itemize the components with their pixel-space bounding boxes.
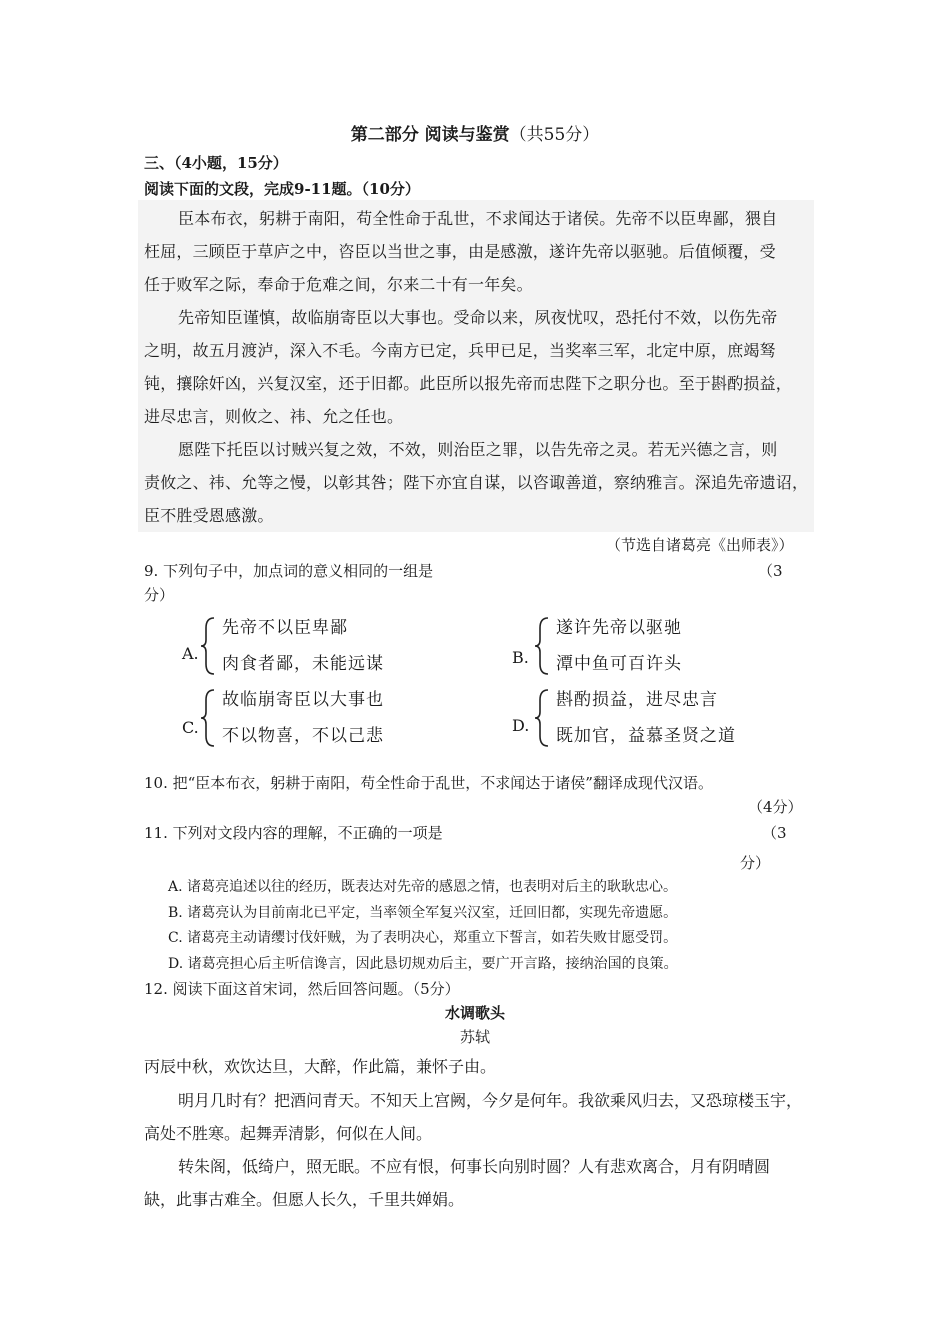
passage-line: 臣本布衣，躬耕于南阳，苟全性命于乱世，不求闻达于诸侯。先帝不以臣卑鄙，猥自 [178, 209, 778, 228]
question-9-score-cont: 分） [144, 586, 175, 604]
passage-line: 先帝知臣谨慎，故临崩寄臣以大事也。受命以来，夙夜忧叹，恐托付不效，以伤先帝 [178, 308, 778, 327]
option-d-letter: D. [512, 716, 530, 735]
poem-line: 转朱阁，低绮户，照无眠。不应有恨，何事长向别时圆？人有悲欢离合，月有阴晴圆 [178, 1157, 771, 1176]
question-12: 12. 阅读下面这首宋词，然后回答问题。（5分） [144, 980, 460, 998]
option-a-line-1: 先帝不以臣卑鄙 [222, 618, 348, 638]
option-c-line-1: 故临崩寄臣以大事也 [222, 690, 384, 710]
passage-line: 进尽忠言，则攸之、祎、允之任也。 [144, 407, 404, 426]
poem-line: 缺，此事古难全。但愿人长久，千里共婵娟。 [144, 1190, 465, 1209]
q11-option-d: D. 诸葛亮担心后主听信谗言，因此恳切规劝后主，要广开言路，接纳治国的良策。 [168, 956, 678, 972]
q11-option-c: C. 诸葛亮主动请缨讨伐奸贼，为了表明决心，郑重立下誓言，如若失败甘愿受罚。 [168, 930, 678, 946]
part-title-text: 第二部分 阅读与鉴赏 [350, 125, 510, 145]
brace-icon [532, 616, 554, 676]
question-11-score-cont: 分） [740, 854, 771, 872]
option-b-line-1: 遂许先帝以驱驰 [556, 618, 682, 638]
option-a-line-2: 肉食者鄙，未能远谋 [222, 654, 384, 674]
passage-line: 钝，攘除奸凶，兴复汉室，还于旧都。此臣所以报先帝而忠陛下之职分也。至于斟酌损益， [144, 374, 793, 393]
option-b-line-2: 潭中鱼可百许头 [556, 654, 682, 674]
passage-line: 臣不胜受恩感激。 [144, 506, 274, 525]
option-d-line-2: 既加官，益慕圣贤之道 [556, 726, 736, 746]
poem-author: 苏轼 [459, 1028, 490, 1046]
option-a-letter: A. [182, 644, 199, 663]
passage-line: 枉屈，三顾臣于草庐之中，咨臣以当世之事，由是感激，遂许先帝以驱驰。后值倾覆，受 [144, 242, 776, 261]
poem-title: 水调歌头 [444, 1004, 505, 1022]
question-11-score: （3 [762, 824, 787, 842]
option-c-line-2: 不以物喜，不以己悲 [222, 726, 384, 746]
q11-option-b: B. 诸葛亮认为目前南北已平定，当率领全军复兴汉室，迁回旧都，实现先帝遗愿。 [168, 905, 678, 921]
passage-line: 责攸之、祎、允等之慢，以彰其咎；陛下亦宜自谋，以咨诹善道，察纳雅言。深追先帝遗诏， [144, 473, 809, 492]
passage-line: 之明，故五月渡泸，深入不毛。今南方已定，兵甲已足，当奖率三军，北定中原，庶竭驽 [144, 341, 776, 360]
option-b-letter: B. [512, 648, 529, 667]
question-9: 9. 下列句子中，加点词的意义相同的一组是 [144, 562, 434, 580]
q11-option-a: A. 诸葛亮追述以往的经历，既表达对先帝的感恩之情，也表明对后主的耿耿忠心。 [168, 879, 678, 895]
poem-preface: 丙辰中秋，欢饮达旦，大醉，作此篇，兼怀子由。 [144, 1057, 497, 1076]
poem-line: 高处不胜寒。起舞弄清影，何似在人间。 [144, 1124, 433, 1143]
brace-icon [532, 688, 554, 748]
brace-icon [198, 688, 220, 748]
passage-instruction: 阅读下面的文段，完成9-11题。（10分） [144, 180, 420, 198]
passage-source: （节选自诸葛亮《出师表》） [606, 536, 794, 554]
poem-line: 明月几时有？把酒问青天。不知天上宫阙，今夕是何年。我欲乘风归去，又恐琼楼玉宇， [178, 1091, 803, 1110]
option-c-letter: C. [182, 718, 199, 737]
passage-line: 任于败军之际，奉命于危难之间，尔来二十有一年矣。 [144, 275, 533, 294]
question-10: 10. 把“臣本布衣，躬耕于南阳，苟全性命于乱世，不求闻达于诸侯”翻译成现代汉语。 [144, 774, 713, 792]
brace-icon [198, 616, 220, 676]
passage-line: 愿陛下托臣以讨贼兴复之效，不效，则治臣之罪，以告先帝之灵。若无兴德之言，则 [178, 440, 778, 459]
question-10-score: （4分） [748, 798, 803, 816]
question-11: 11. 下列对文段内容的理解，不正确的一项是 [144, 824, 443, 842]
question-9-score: （3 [758, 562, 783, 580]
option-d-line-1: 斟酌损益，进尽忠言 [556, 690, 718, 710]
part-score: （共55分） [509, 125, 600, 145]
part-title [0, 120, 950, 145]
section-heading: 三、（4小题，15分） [144, 154, 288, 172]
